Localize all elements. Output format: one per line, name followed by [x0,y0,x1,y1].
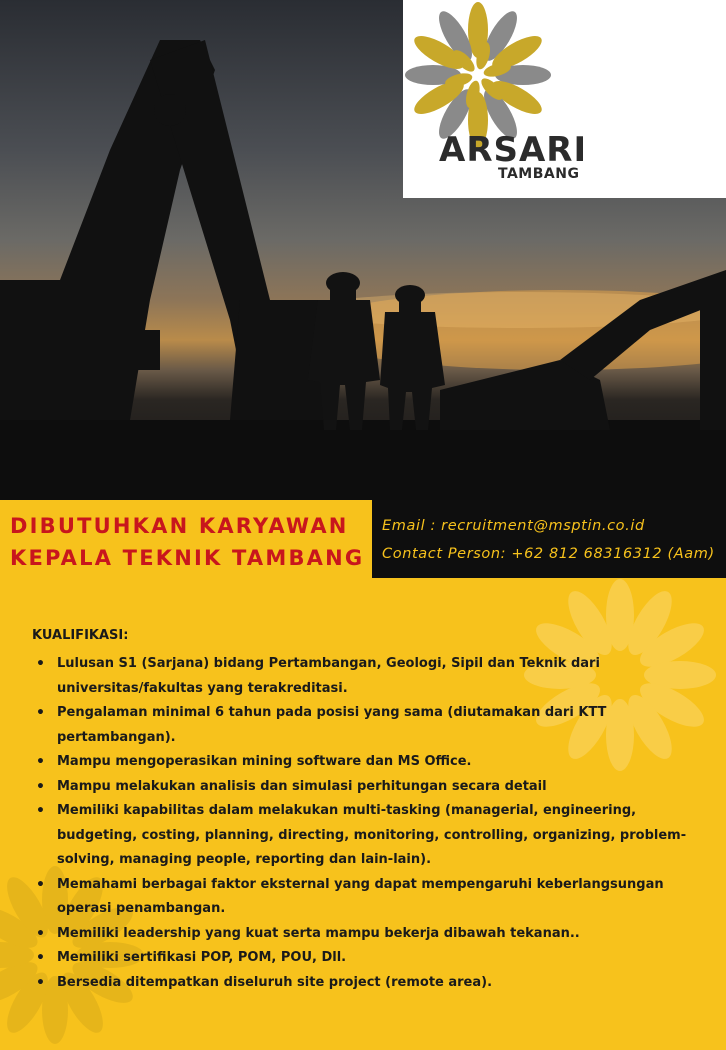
list-item: • Memiliki kapabilitas dalam melakukan multi-tasking (managerial, engineering, budgeting, costing, planning, directing, monitoring, controlling, organizing, problem-solving, managing people, reporting dan lain-lain). [30,799,695,873]
qualifications-list [30,652,695,995]
list-item: • Pengalaman minimal 6 tahun pada posisi yang sama (diutamakan dari KTT pertambangan). [30,701,695,750]
headline-band [0,500,726,578]
headline-line1: DIBUTUHKAN KARYAWAN [10,514,349,538]
list-item: • Bersedia ditempatkan diseluruh site project (remote area). [30,971,695,996]
list-item: • Mampu melakukan analisis dan simulasi perhitungan secara detail [30,775,695,800]
list-item: • Memiliki sertifikasi POP, POM, POU, Dll. [30,946,695,971]
logo-brand: ARSARI [439,130,588,170]
headline-line2: KEPALA TEKNIK TAMBANG [10,546,365,570]
logo-subtitle: TAMBANG [498,166,580,182]
list-item: • Memiliki leadership yang kuat serta mampu bekerja dibawah tekanan.. [30,922,695,947]
list-item: • Lulusan S1 (Sarjana) bidang Pertambangan, Geologi, Sipil dan Teknik dari universitas/fakultas yang terakreditasi. [30,652,695,701]
hero-photo [0,0,726,500]
contact-email: Email : recruitment@msptin.co.id [382,518,645,534]
flower-logo-icon [403,0,553,150]
section-title: KUALIFIKASI: [32,628,129,643]
logo-card [403,0,726,198]
list-item: • Memahami berbagai faktor eksternal yang dapat mempengaruhi keberlangsungan operasi penambangan. [30,873,695,922]
contact-person: Contact Person: +62 812 68316312 (Aam) [382,546,715,562]
list-item: • Mampu mengoperasikan mining software dan MS Office. [30,750,695,775]
headline-panel [0,500,372,578]
contact-panel [372,500,726,578]
